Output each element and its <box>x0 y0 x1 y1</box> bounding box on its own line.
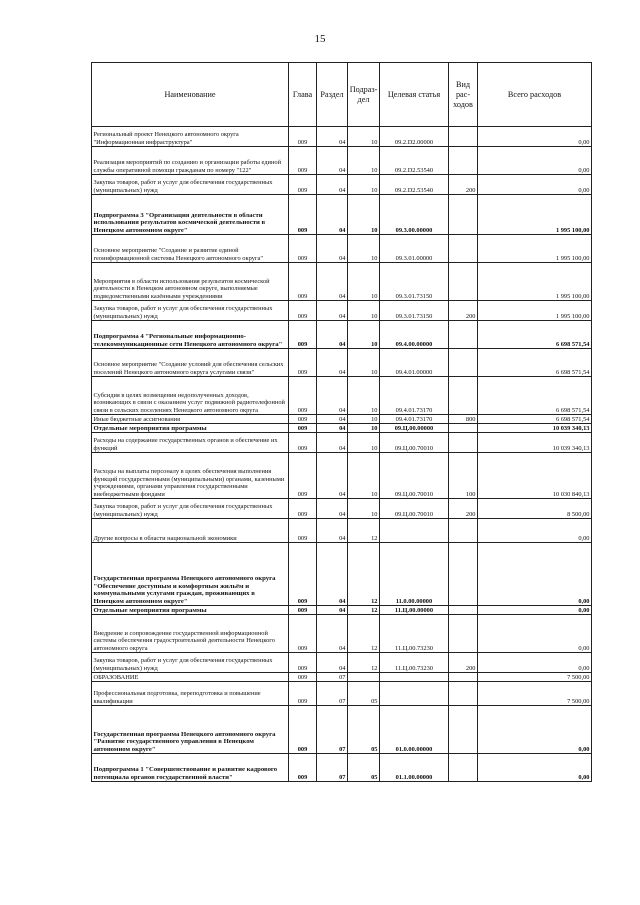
cell-target: 09.2.D2.53540 <box>380 175 449 195</box>
cell-name: Подпрограмма 4 "Региональные информационно-телекоммуникационные сети Ненецкого автономного округа" <box>92 321 289 349</box>
cell-target: 01.1.00.00000 <box>380 754 449 782</box>
cell-target: 09.Ц.00.70010 <box>380 499 449 519</box>
cell-name: Субсидия в целях возмещения недополученных доходов, возникающих в связи с оказанием услуг подвижной радиотелефонной связи в сельских поселениях Ненецкого автономного округа <box>92 377 289 415</box>
cell-total: 0,00 <box>478 519 592 543</box>
cell-name: Иные бюджетные ассигнования <box>92 415 289 424</box>
cell-vid <box>449 263 478 301</box>
header-podrazdel: Подраз-дел <box>348 63 380 127</box>
cell-name: Другие вопросы в области национальной экономики <box>92 519 289 543</box>
table-row <box>92 433 592 453</box>
cell-vid: 200 <box>449 499 478 519</box>
cell-podrazdel: 12 <box>348 543 380 606</box>
cell-razdel: 04 <box>317 377 348 415</box>
cell-glava: 009 <box>289 301 317 321</box>
cell-podrazdel: 10 <box>348 453 380 499</box>
cell-target: 09.4.00.00000 <box>380 321 449 349</box>
cell-vid <box>449 349 478 377</box>
table-row <box>92 263 592 301</box>
cell-target: 11.Ц.00.00000 <box>380 606 449 615</box>
cell-total: 0,00 <box>478 175 592 195</box>
cell-podrazdel: 10 <box>348 195 380 235</box>
cell-glava: 009 <box>289 543 317 606</box>
table-row <box>92 175 592 195</box>
header-vid: Вид рас-ходов <box>449 63 478 127</box>
cell-name: Реализация мероприятий по созданию и организации работы единой службы оперативной помощи гражданам по номеру "122" <box>92 147 289 175</box>
table-row <box>92 424 592 433</box>
table-row <box>92 653 592 673</box>
cell-total: 0,00 <box>478 147 592 175</box>
cell-target: 09.2.D2.53540 <box>380 147 449 175</box>
cell-podrazdel: 10 <box>348 301 380 321</box>
table-row <box>92 673 592 682</box>
cell-razdel: 07 <box>317 682 348 706</box>
table-row <box>92 195 592 235</box>
cell-total: 0,00 <box>478 127 592 147</box>
cell-name: Отдельные мероприятия программы <box>92 606 289 615</box>
cell-razdel: 04 <box>317 263 348 301</box>
cell-razdel: 04 <box>317 543 348 606</box>
cell-target: 09.4.01.73170 <box>380 377 449 415</box>
cell-razdel: 04 <box>317 424 348 433</box>
cell-glava: 009 <box>289 175 317 195</box>
cell-name: Мероприятия в области использования результатов космической деятельности в Ненецком автономном округе, выполняемые подведомственными казёнными учреждениями <box>92 263 289 301</box>
cell-name: Региональный проект Ненецкого автономного округа "Информационная инфраструктура" <box>92 127 289 147</box>
cell-target: 09.3.01.00000 <box>380 235 449 263</box>
cell-razdel: 04 <box>317 147 348 175</box>
table-row <box>92 615 592 653</box>
cell-name: Основное мероприятие "Создание условий для обеспечения сельских поселений Ненецкого автономного округа услугами связи" <box>92 349 289 377</box>
cell-podrazdel: 10 <box>348 147 380 175</box>
cell-target: 11.Ц.00.73230 <box>380 615 449 653</box>
cell-name: Профессиональная подготовка, переподготовка и повышение квалификации <box>92 682 289 706</box>
cell-total: 10 030 840,13 <box>478 453 592 499</box>
cell-name: Основное мероприятие "Создание и развитие единой геоинформационной системы Ненецкого автономного округа" <box>92 235 289 263</box>
cell-total: 6 698 571,54 <box>478 377 592 415</box>
cell-podrazdel: 10 <box>348 499 380 519</box>
table-row <box>92 682 592 706</box>
cell-podrazdel: 10 <box>348 349 380 377</box>
cell-total: 0,00 <box>478 606 592 615</box>
cell-total: 0,00 <box>478 543 592 606</box>
cell-razdel: 07 <box>317 706 348 754</box>
cell-vid <box>449 433 478 453</box>
header-total: Всего расходов <box>478 63 592 127</box>
table-row <box>92 706 592 754</box>
cell-total: 6 698 571,54 <box>478 415 592 424</box>
budget-table <box>91 62 592 782</box>
cell-target: 09.3.01.73150 <box>380 301 449 321</box>
cell-total: 0,00 <box>478 706 592 754</box>
cell-target: 09.3.01.73150 <box>380 263 449 301</box>
cell-glava: 009 <box>289 499 317 519</box>
cell-vid: 100 <box>449 453 478 499</box>
cell-glava: 009 <box>289 615 317 653</box>
cell-razdel: 04 <box>317 433 348 453</box>
cell-vid <box>449 754 478 782</box>
cell-vid <box>449 377 478 415</box>
cell-glava: 009 <box>289 606 317 615</box>
cell-target: 09.3.00.00000 <box>380 195 449 235</box>
cell-total: 7 500,00 <box>478 673 592 682</box>
cell-razdel: 04 <box>317 606 348 615</box>
header-target: Целевая статья <box>380 63 449 127</box>
cell-razdel: 07 <box>317 754 348 782</box>
cell-podrazdel: 05 <box>348 706 380 754</box>
cell-glava: 009 <box>289 349 317 377</box>
table-row <box>92 415 592 424</box>
cell-name: Государственная программа Ненецкого автономного округа "Обеспечение доступным и комфортным жильём и коммунальными услугами граждан, проживающих в Ненецком автономном округе" <box>92 543 289 606</box>
cell-glava: 009 <box>289 147 317 175</box>
cell-vid <box>449 127 478 147</box>
cell-podrazdel: 10 <box>348 424 380 433</box>
cell-razdel: 04 <box>317 453 348 499</box>
cell-target: 09.4.01.73170 <box>380 415 449 424</box>
cell-podrazdel <box>348 673 380 682</box>
cell-glava: 009 <box>289 424 317 433</box>
cell-vid <box>449 195 478 235</box>
cell-name: Закупка товаров, работ и услуг для обеспечения государственных (муниципальных) нужд <box>92 653 289 673</box>
cell-glava: 009 <box>289 706 317 754</box>
cell-total: 1 995 100,00 <box>478 301 592 321</box>
cell-podrazdel: 10 <box>348 235 380 263</box>
page-number: 15 <box>314 33 326 45</box>
table-row <box>92 235 592 263</box>
cell-podrazdel: 10 <box>348 263 380 301</box>
cell-podrazdel: 12 <box>348 606 380 615</box>
cell-vid <box>449 543 478 606</box>
cell-razdel: 04 <box>317 175 348 195</box>
cell-name: Подпрограмма 3 "Организация деятельности в области использования результатов космической деятельности в Ненецком автономном округе" <box>92 195 289 235</box>
cell-name: Государственная программа Ненецкого автономного округа "Развитие государственного управления в Ненецком автономном округе" <box>92 706 289 754</box>
cell-name: Внедрение и сопровождение государственной информационной системы обеспечения градостроительной деятельности Ненецкого автономного округа <box>92 615 289 653</box>
cell-glava: 009 <box>289 127 317 147</box>
cell-total: 8 500,00 <box>478 499 592 519</box>
cell-target: 09.Ц.00.70010 <box>380 433 449 453</box>
cell-total: 10 039 340,13 <box>478 433 592 453</box>
cell-total: 0,00 <box>478 615 592 653</box>
cell-razdel: 04 <box>317 235 348 263</box>
cell-glava: 009 <box>289 235 317 263</box>
cell-glava: 009 <box>289 653 317 673</box>
cell-target <box>380 682 449 706</box>
cell-name: Расходы на содержание государственных органов и обеспечение их функций <box>92 433 289 453</box>
cell-vid <box>449 147 478 175</box>
cell-target: 09.Ц.00.70010 <box>380 453 449 499</box>
table-row <box>92 754 592 782</box>
cell-razdel: 04 <box>317 653 348 673</box>
cell-target: 01.0.00.00000 <box>380 706 449 754</box>
header-row <box>92 63 592 127</box>
cell-name: Расходы на выплаты персоналу в целях обеспечения выполнения функций государственными (муниципальными) органами, казенными учреждениями, органами управления государственными внебюджетными фондами <box>92 453 289 499</box>
header-name: Наименование <box>92 63 289 127</box>
table-row <box>92 377 592 415</box>
cell-razdel: 04 <box>317 301 348 321</box>
cell-podrazdel: 10 <box>348 415 380 424</box>
table-row <box>92 127 592 147</box>
cell-podrazdel: 12 <box>348 519 380 543</box>
table-row <box>92 499 592 519</box>
cell-target: 09.4.01.00000 <box>380 349 449 377</box>
cell-podrazdel: 12 <box>348 653 380 673</box>
cell-vid: 800 <box>449 415 478 424</box>
cell-razdel: 04 <box>317 615 348 653</box>
table-row <box>92 321 592 349</box>
cell-glava: 009 <box>289 433 317 453</box>
header-razdel: Раздел <box>317 63 348 127</box>
cell-vid: 200 <box>449 175 478 195</box>
cell-podrazdel: 10 <box>348 127 380 147</box>
cell-target: 11.0.00.00000 <box>380 543 449 606</box>
cell-total: 1 995 100,00 <box>478 263 592 301</box>
cell-name: Закупка товаров, работ и услуг для обеспечения государственных (муниципальных) нужд <box>92 301 289 321</box>
cell-podrazdel: 12 <box>348 615 380 653</box>
cell-total: 7 500,00 <box>478 682 592 706</box>
cell-podrazdel: 10 <box>348 175 380 195</box>
cell-razdel: 04 <box>317 415 348 424</box>
table-row <box>92 453 592 499</box>
table-row <box>92 606 592 615</box>
cell-vid <box>449 424 478 433</box>
cell-vid <box>449 321 478 349</box>
cell-vid <box>449 673 478 682</box>
cell-podrazdel: 10 <box>348 377 380 415</box>
cell-podrazdel: 10 <box>348 433 380 453</box>
table-row <box>92 349 592 377</box>
cell-glava: 009 <box>289 754 317 782</box>
cell-podrazdel: 10 <box>348 321 380 349</box>
cell-glava: 009 <box>289 673 317 682</box>
cell-podrazdel: 05 <box>348 682 380 706</box>
cell-name: Закупка товаров, работ и услуг для обеспечения государственных (муниципальных) нужд <box>92 175 289 195</box>
cell-total: 1 995 100,00 <box>478 235 592 263</box>
cell-vid <box>449 615 478 653</box>
cell-total: 6 698 571,54 <box>478 349 592 377</box>
cell-razdel: 04 <box>317 499 348 519</box>
cell-razdel: 04 <box>317 127 348 147</box>
cell-glava: 009 <box>289 682 317 706</box>
cell-glava: 009 <box>289 415 317 424</box>
cell-vid <box>449 606 478 615</box>
cell-glava: 009 <box>289 195 317 235</box>
cell-target: 09.2.D2.00000 <box>380 127 449 147</box>
cell-vid <box>449 519 478 543</box>
cell-razdel: 04 <box>317 349 348 377</box>
table-row <box>92 301 592 321</box>
cell-name: Отдельные мероприятия программы <box>92 424 289 433</box>
cell-glava: 009 <box>289 263 317 301</box>
cell-total: 0,00 <box>478 754 592 782</box>
cell-razdel: 07 <box>317 673 348 682</box>
header-glava: Глава <box>289 63 317 127</box>
cell-razdel: 04 <box>317 519 348 543</box>
cell-target <box>380 519 449 543</box>
cell-glava: 009 <box>289 377 317 415</box>
cell-name: ОБРАЗОВАНИЕ <box>92 673 289 682</box>
table-row <box>92 543 592 606</box>
cell-target <box>380 673 449 682</box>
cell-razdel: 04 <box>317 321 348 349</box>
cell-total: 6 698 571,54 <box>478 321 592 349</box>
cell-glava: 009 <box>289 321 317 349</box>
cell-vid: 200 <box>449 301 478 321</box>
cell-name: Подпрограмма 1 "Совершенствование и развитие кадрового потенциала органов государственной власти" <box>92 754 289 782</box>
cell-razdel: 04 <box>317 195 348 235</box>
cell-total: 1 995 100,00 <box>478 195 592 235</box>
cell-name: Закупка товаров, работ и услуг для обеспечения государственных (муниципальных) нужд <box>92 499 289 519</box>
cell-vid <box>449 706 478 754</box>
cell-total: 10 039 340,13 <box>478 424 592 433</box>
cell-vid <box>449 235 478 263</box>
table-row <box>92 519 592 543</box>
cell-total: 0,00 <box>478 653 592 673</box>
cell-glava: 009 <box>289 519 317 543</box>
cell-vid: 200 <box>449 653 478 673</box>
cell-podrazdel: 05 <box>348 754 380 782</box>
table-row <box>92 147 592 175</box>
cell-target: 09.Ц.00.00000 <box>380 424 449 433</box>
cell-target: 11.Ц.00.73230 <box>380 653 449 673</box>
cell-vid <box>449 682 478 706</box>
cell-glava: 009 <box>289 453 317 499</box>
